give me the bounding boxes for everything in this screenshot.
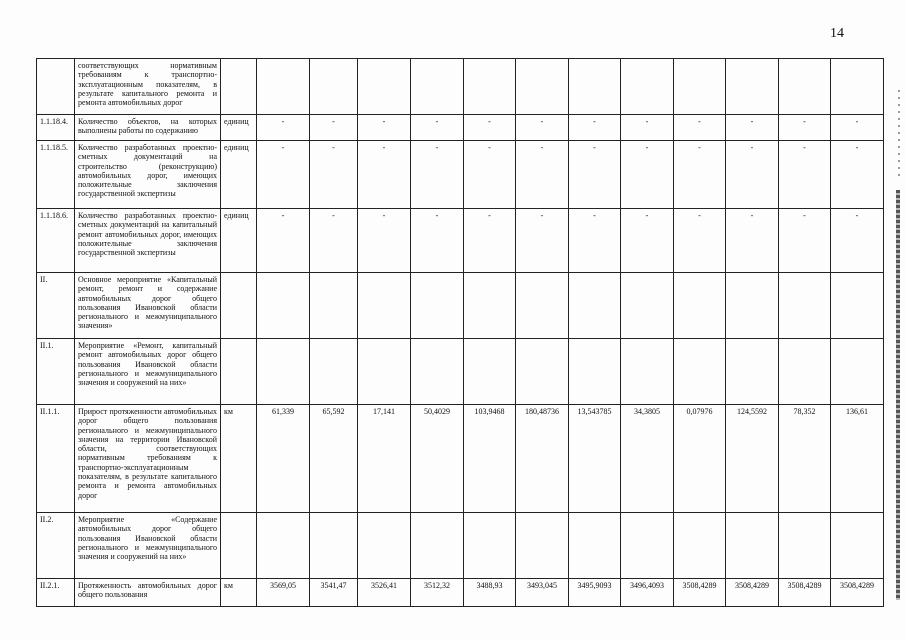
value-cell: - [516,141,569,209]
value-cell: 3495,9093 [569,579,621,607]
value-cell [516,59,569,115]
value-cell: - [464,141,516,209]
row-description: Количество разработанных проектно-сметных документаций на строительство (реконструкцию) автомобильных дорог, имеющих положительные заключения государственной экспертизы [75,141,221,209]
value-cell: - [621,141,674,209]
value-cell [621,339,674,405]
value-cell: 103,9468 [464,405,516,513]
row-code: II.1. [37,339,75,405]
value-cell [779,339,831,405]
value-cell: 3508,4289 [779,579,831,607]
value-cell: - [358,209,411,273]
row-description: Основное мероприятие «Капитальный ремонт, ремонт и содержание автомобильных дорог общего пользования Ивановской области регионального и межмуниципального значения» [75,273,221,339]
value-cell: - [411,209,464,273]
value-cell: - [411,115,464,141]
value-cell: - [516,115,569,141]
row-code: II. [37,273,75,339]
value-cell [726,59,779,115]
value-cell: 0,07976 [674,405,726,513]
row-code: 1.1.18.4. [37,115,75,141]
value-cell: - [831,209,884,273]
table-row [37,209,884,273]
row-code: II.2.1. [37,579,75,607]
value-cell: 136,61 [831,405,884,513]
value-cell: - [621,115,674,141]
value-cell [569,513,621,579]
value-cell [257,59,310,115]
value-cell [358,339,411,405]
value-cell [621,273,674,339]
value-cell [674,273,726,339]
row-description: Мероприятие «Ремонт, капитальный ремонт автомобильных дорог общего пользования Ивановской области регионального и межмуниципального значения и сооружений на них» [75,339,221,405]
value-cell [831,513,884,579]
value-cell [411,513,464,579]
value-cell [726,513,779,579]
row-code [37,59,75,115]
table-row [37,115,884,141]
row-description: Прирост протяженности автомобильных дорог общего пользования регионального и межмуниципального значения на территории Ивановской области, соответствующих нормативным требованиям к транспортно-эксплуатационным показателям, в результате капитального ремонта и ремонта автомобильных дорог [75,405,221,513]
value-cell: - [674,141,726,209]
value-cell: - [621,209,674,273]
value-cell [358,513,411,579]
value-cell: - [358,115,411,141]
value-cell: 3508,4289 [726,579,779,607]
row-code: II.2. [37,513,75,579]
value-cell: 78,352 [779,405,831,513]
value-cell [831,59,884,115]
row-unit: единиц [221,115,257,141]
value-cell: 3496,4093 [621,579,674,607]
value-cell: - [674,115,726,141]
value-cell: - [257,115,310,141]
value-cell: - [726,115,779,141]
value-cell: 65,592 [310,405,358,513]
row-description: Количество объектов, на которых выполнены работы по содержанию [75,115,221,141]
value-cell: - [464,115,516,141]
row-unit [221,513,257,579]
value-cell [569,339,621,405]
value-cell [358,59,411,115]
value-cell [310,513,358,579]
row-description: Протяженность автомобильных дорог общего пользования [75,579,221,607]
value-cell [257,339,310,405]
row-code: 1.1.18.5. [37,141,75,209]
value-cell: 3541,47 [310,579,358,607]
value-cell: 180,48736 [516,405,569,513]
value-cell [831,339,884,405]
value-cell: - [257,141,310,209]
value-cell: 13,543785 [569,405,621,513]
value-cell [516,339,569,405]
value-cell: 3508,4289 [674,579,726,607]
value-cell: 3569,05 [257,579,310,607]
value-cell [257,513,310,579]
row-code: II.1.1. [37,405,75,513]
value-cell [674,339,726,405]
value-cell: 3488,93 [464,579,516,607]
table-row [37,273,884,339]
value-cell: - [726,141,779,209]
row-description: соответствующих нормативным требованиям к транспортно-эксплуатационным показателям, в результате капитального ремонта и ремонта автомобильных дорог [75,59,221,115]
value-cell: - [310,141,358,209]
table-row [37,513,884,579]
value-cell: - [569,141,621,209]
value-cell [621,59,674,115]
value-cell: - [411,141,464,209]
row-description: Мероприятие «Содержание автомобильных дорог общего пользования Ивановской области регионального и межмуниципального значения и сооружений на них» [75,513,221,579]
table-row [37,339,884,405]
value-cell [310,59,358,115]
value-cell: - [779,115,831,141]
value-cell [310,339,358,405]
row-unit: единиц [221,141,257,209]
value-cell: - [831,141,884,209]
value-cell [569,59,621,115]
value-cell [257,273,310,339]
value-cell: - [831,115,884,141]
value-cell: 50,4029 [411,405,464,513]
row-unit [221,273,257,339]
value-cell [779,273,831,339]
value-cell [674,59,726,115]
value-cell [516,273,569,339]
table-row [37,405,884,513]
page-number: 14 [830,26,844,41]
value-cell [411,59,464,115]
value-cell: - [464,209,516,273]
indicators-table [36,58,884,607]
value-cell: - [726,209,779,273]
value-cell: 61,339 [257,405,310,513]
value-cell [310,273,358,339]
scan-edge-strip [896,190,900,600]
scan-edge-dots [898,90,900,180]
value-cell [358,273,411,339]
value-cell: 17,141 [358,405,411,513]
table-row [37,59,884,115]
row-unit: км [221,405,257,513]
value-cell [779,513,831,579]
value-cell: - [779,209,831,273]
row-unit: км [221,579,257,607]
value-cell: 34,3805 [621,405,674,513]
value-cell: 3526,41 [358,579,411,607]
value-cell: 3508,4289 [831,579,884,607]
value-cell: 124,5592 [726,405,779,513]
value-cell [726,273,779,339]
value-cell [411,339,464,405]
value-cell: - [569,209,621,273]
row-unit [221,59,257,115]
row-code: 1.1.18.6. [37,209,75,273]
value-cell: 3512,32 [411,579,464,607]
value-cell: - [779,141,831,209]
value-cell: - [310,115,358,141]
value-cell [464,273,516,339]
row-unit [221,339,257,405]
value-cell: - [358,141,411,209]
row-unit: единиц [221,209,257,273]
value-cell: - [516,209,569,273]
row-description: Количество разработанных проектно-сметных документаций на капитальный ремонт автомобильных дорог, имеющих положительные заключения государственной экспертизы [75,209,221,273]
table-row [37,141,884,209]
value-cell: 3493,045 [516,579,569,607]
value-cell [621,513,674,579]
value-cell: - [674,209,726,273]
value-cell: - [257,209,310,273]
value-cell [674,513,726,579]
value-cell [516,513,569,579]
table-row [37,579,884,607]
value-cell [831,273,884,339]
value-cell [464,59,516,115]
value-cell [464,339,516,405]
value-cell [464,513,516,579]
value-cell [779,59,831,115]
value-cell [726,339,779,405]
value-cell [569,273,621,339]
value-cell: - [310,209,358,273]
value-cell [411,273,464,339]
value-cell: - [569,115,621,141]
